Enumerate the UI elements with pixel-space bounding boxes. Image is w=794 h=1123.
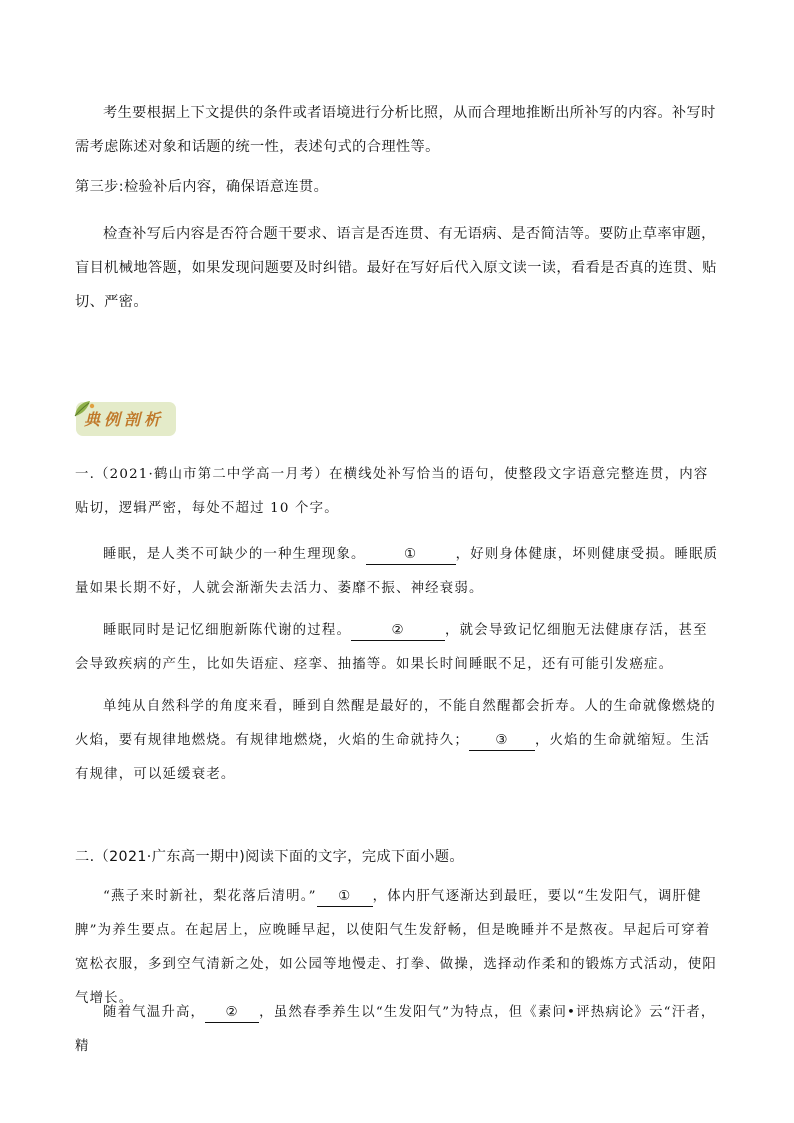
question-1-stem: 一.（2021·鹤山市第二中学高一月考）在横线处补写恰当的语句，使整段文字语意完整连贯，内容贴切，逻辑严密，每处不超过 10 个字。 xyxy=(75,467,709,516)
banner-label: 典例剖析 xyxy=(84,410,165,429)
q2-p2-text-b: ，虽然春季养生以“生发阳气”为特点，但《素问•评热病论》云“汗者，精 xyxy=(75,1005,716,1054)
question-2-paragraph-2 xyxy=(75,996,720,1064)
step-3-heading: 第三步:检验补后内容，确保语意连贯。 xyxy=(75,179,329,195)
q2-p1-text-b: ，体内肝气逐渐达到最旺，要以“生发阳气，调肝健脾”为养生要点。在起居上，应晚睡早起，以使阳气生发舒畅，但是晚睡并不是熬夜。早起后可穿着宽松衣服，多到空气清新之处，如公园等地慢走、打拳、做操，选择动作柔和的锻炼方式活动，使阳气增长。 xyxy=(75,889,717,1006)
q2-p1-text-a: “燕子来时新社，梨花落后清明。” xyxy=(103,889,317,904)
q1-p3-text-a: 单纯从自然科学的角度来看，睡到自然醒是最好的，不能自然醒都会折寿。人的生命就像燃烧的火焰，要有规律地燃烧。有规律地燃烧，火焰的生命就持久； xyxy=(75,699,716,748)
question-1-paragraph-1 xyxy=(75,538,720,606)
q1-p2-text-a: 睡眠同时是记忆细胞新陈代谢的过程。 xyxy=(103,623,352,638)
blank-2[interactable]: ② xyxy=(351,622,445,641)
blank-q2-2[interactable]: ② xyxy=(205,1004,259,1023)
blank-q2-1[interactable]: ① xyxy=(317,888,373,907)
q2-p2-text-a: 随着气温升高， xyxy=(103,1005,206,1020)
question-2-stem: 二.（2021·广东高一期中)阅读下面的文字，完成下面小题。 xyxy=(75,849,464,865)
section-banner xyxy=(72,398,176,436)
q1-p2-text-b: ，就会导致记忆细胞无法健康存活，甚至会导致疾病的产生，比如失语症、痉挛、抽搐等。如果长时间睡眠不足，还有可能引发癌症。 xyxy=(75,623,708,672)
q1-p1-text-b: ，好则身体健康，坏则健康受损。睡眠质量如果长期不好，人就会渐渐失去活力、萎靡不振、神经衰弱。 xyxy=(75,547,719,596)
intro-paragraph-2: 检查补写后内容是否符合题干要求、语言是否连贯、有无语病、是否简洁等。要防止草率审题，盲目机械地答题，如果发现问题要及时纠错。最好在写好后代入原文读一读，看看是否真的连贯、贴切、严密。 xyxy=(75,226,717,310)
blank-3[interactable]: ③ xyxy=(469,732,535,751)
intro-paragraph-1: 考生要根据上下文提供的条件或者语境进行分析比照，从而合理地推断出所补写的内容。补写时需考虑陈述对象和话题的统一性，表述句式的合理性等。 xyxy=(75,105,716,155)
q1-p1-text-a: 睡眠，是人类不可缺少的一种生理现象。 xyxy=(103,547,366,562)
question-1-paragraph-2 xyxy=(75,614,720,682)
question-1-paragraph-3 xyxy=(75,690,720,792)
blank-1[interactable]: ① xyxy=(366,546,456,565)
q1-p3-text-b: ，火焰的生命就缩短。生活有规律，可以延缓衰老。 xyxy=(75,733,711,782)
